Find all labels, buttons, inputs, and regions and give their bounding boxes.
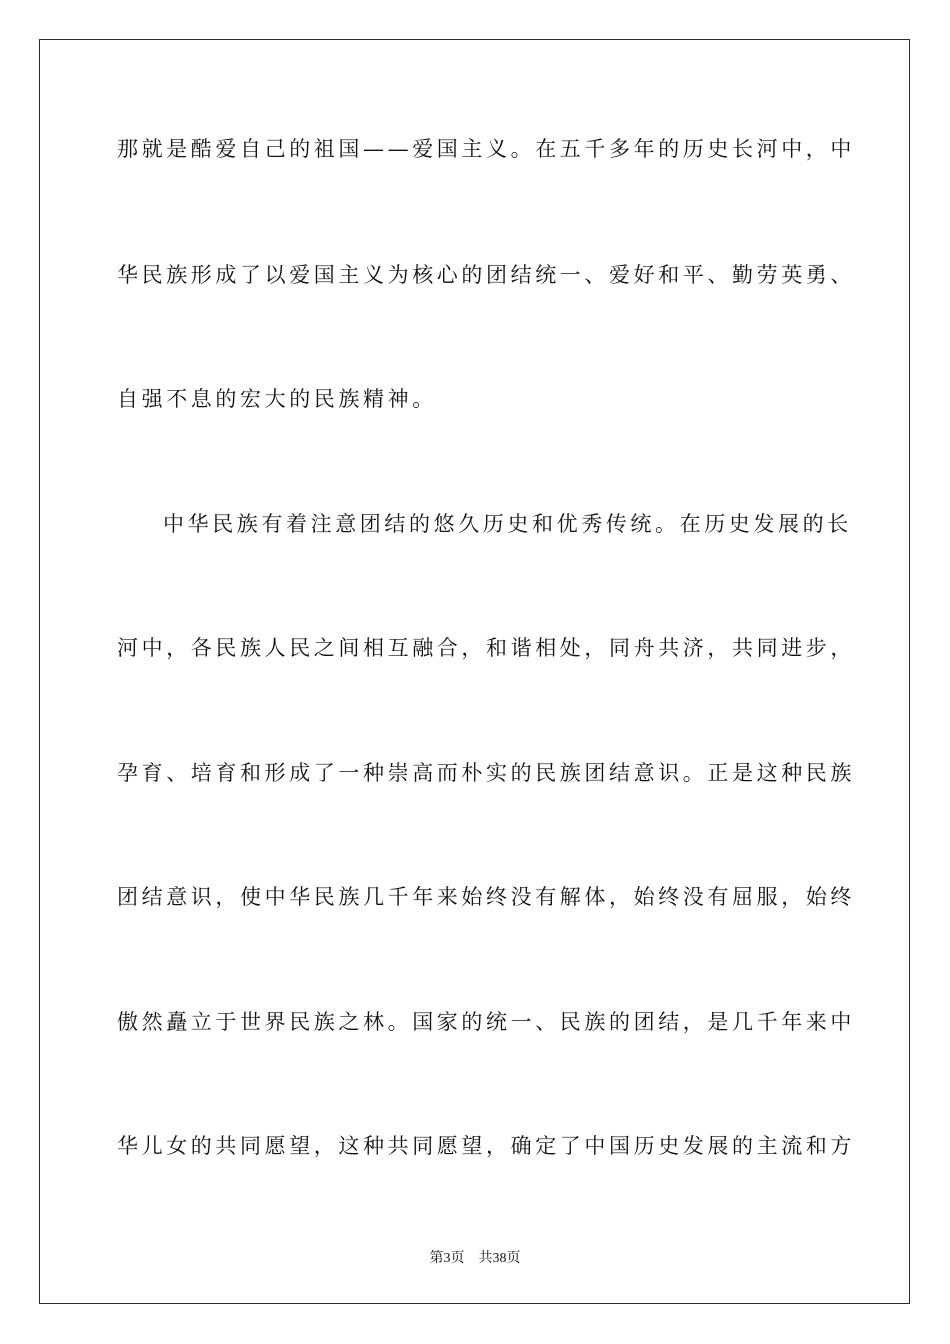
paragraph-line: 中华民族有着注意团结的悠久历史和优秀传统。在历史发展的长 [163,512,852,536]
paragraph-line: 华儿女的共同愿望，这种共同愿望，确定了中国历史发展的主流和方 [117,1134,855,1158]
paragraph-line: 河中，各民族人民之间相互融合，和谐相处，同舟共济，共同进步， [117,636,855,660]
page-number: 第3页 [429,1251,465,1266]
paragraph-line: 那就是酷爱自己的祖国——爱国主义。在五千多年的历史长河中，中 [117,137,855,161]
page-border [39,39,910,1304]
paragraph-line: 自强不息的宏大的民族精神。 [117,387,437,411]
page-total: 共38页 [478,1251,521,1266]
paragraph-line: 团结意识，使中华民族几千年来始终没有解体，始终没有屈服，始终 [117,885,855,909]
paragraph-line: 孕育、培育和形成了一种崇高而朴实的民族团结意识。正是这种民族 [117,761,855,785]
page-footer [0,1247,950,1267]
paragraph-line: 华民族形成了以爱国主义为核心的团结统一、爱好和平、勤劳英勇、 [117,263,855,287]
paragraph-line: 傲然矗立于世界民族之林。国家的统一、民族的团结，是几千年来中 [117,1010,855,1034]
